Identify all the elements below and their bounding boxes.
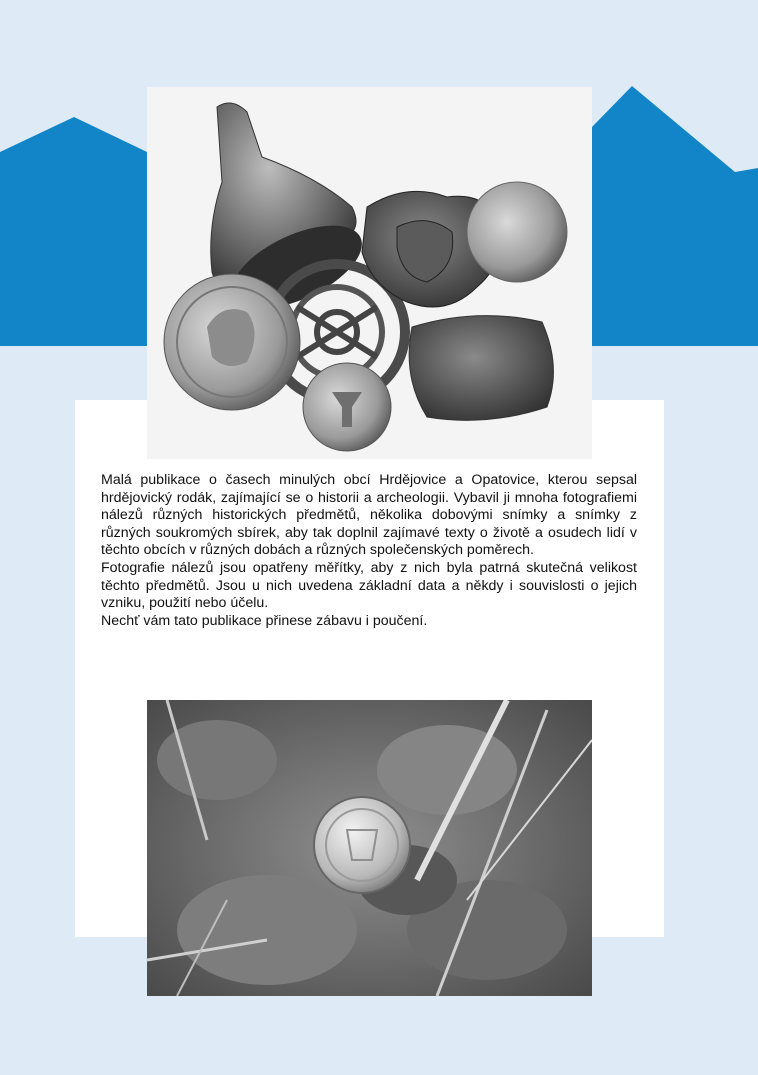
paragraph-3: Nechť vám tato publikace přinese zábavu i poučení. [101,612,428,629]
coin-in-soil-photo [147,700,592,996]
right-mountain [592,86,758,346]
description-text [101,472,637,630]
artifacts-illustration [147,87,592,459]
paragraph-1: Malá publikace o časech minulých obcí Hrdějovice a Opatovice, kterou sepsal hrdějovický rodák, zajímající se o historii a archeologii. Vybavil ji mnoha fotografiemi nálezů různých historických předmětů, několika dobovými snímky a snímky z různých soukromých sbírek, aby tak doplnil zajímavé texty o životě a osudech lidí v těchto obcích v různých dobách a různých společenských poměrech. [101,472,637,559]
artifacts-photo [147,87,592,459]
coin-soil-illustration [147,700,592,996]
left-mountain [0,117,147,346]
paragraph-2: Fotografie nálezů jsou opatřeny měřítky, aby z nich byla patrná skutečná velikost těchto předmětů. Jsou u nich uvedena základní data a někdy i souvislosti o jejich vzniku, použití nebo účelu. [101,559,637,612]
